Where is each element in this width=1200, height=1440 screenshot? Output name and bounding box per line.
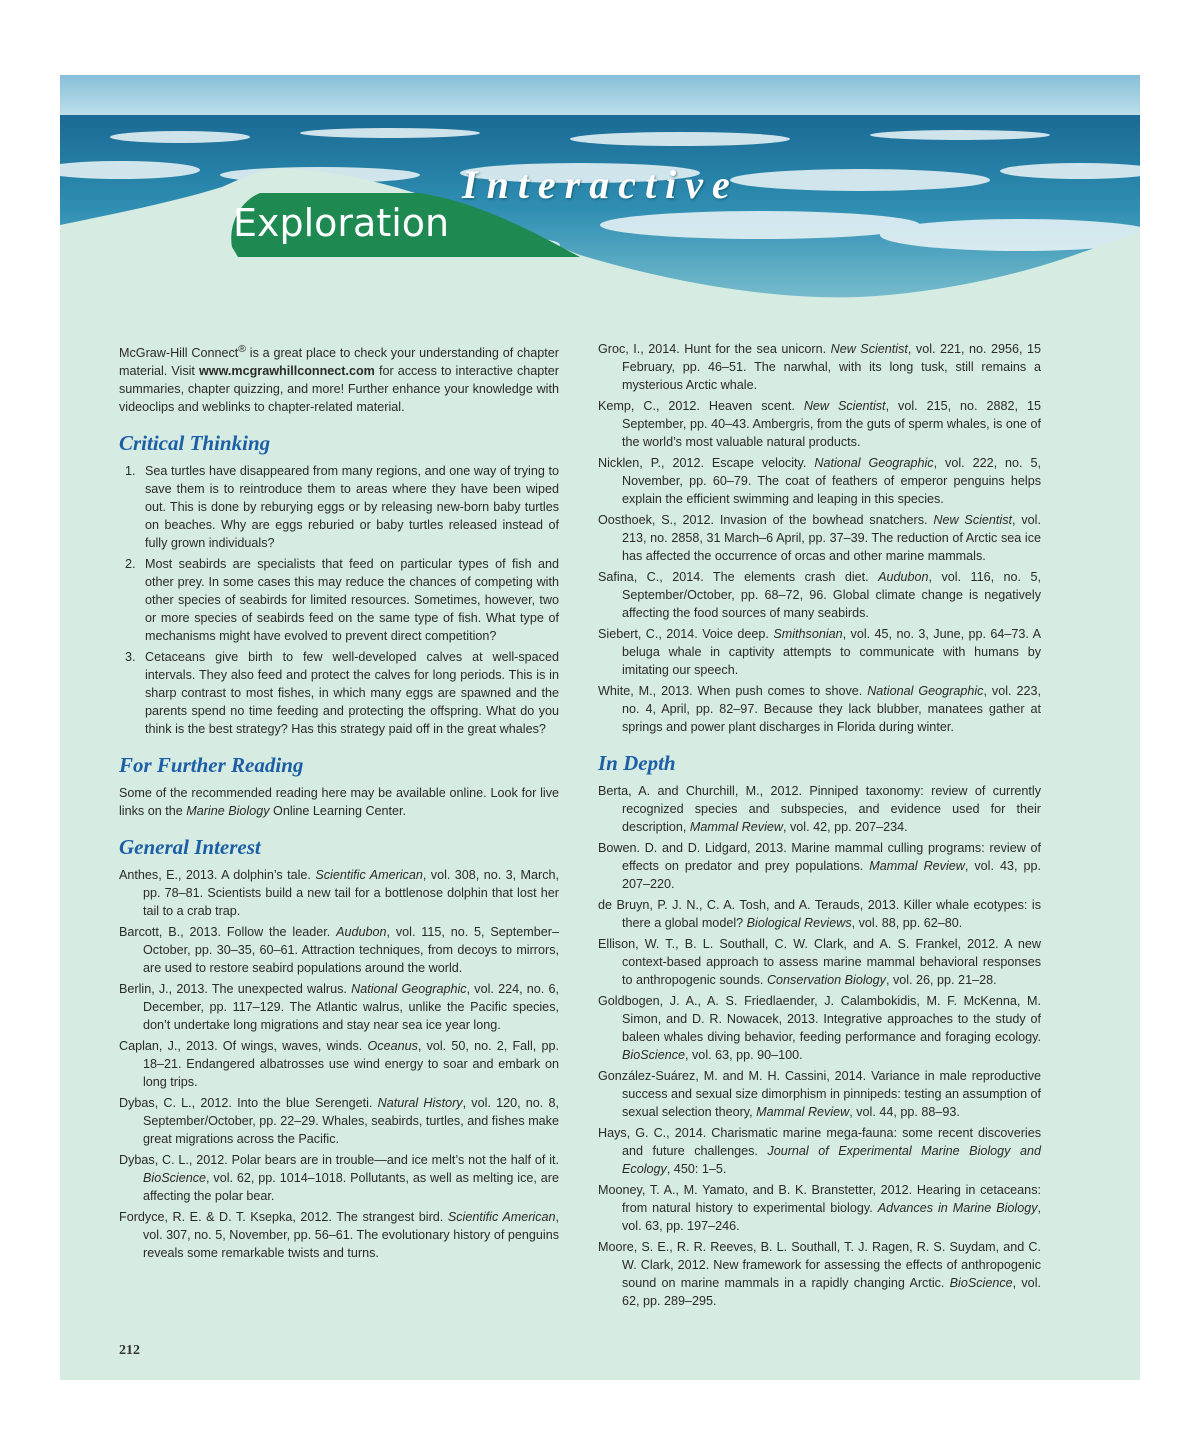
reference-item xyxy=(598,782,1041,836)
ref-source: Smithsonian xyxy=(773,627,843,641)
reference-item xyxy=(598,568,1041,622)
reference-item xyxy=(598,454,1041,508)
ref-text: de Bruyn, P. J. N., C. A. Tosh, and A. Terauds, 2013. Killer whale ecotypes: is there a global model? xyxy=(598,898,1041,930)
ref-details: , vol. 88, pp. 62–80. xyxy=(851,916,963,930)
ref-text: Ellison, W. T., B. L. Southall, C. W. Clark, and A. S. Frankel, 2012. A new context-based approach to assess marine mammal behavioral responses to anthropogenic sounds. xyxy=(598,937,1041,987)
ref-text: Dybas, C. L., 2012. Into the blue Serengeti. xyxy=(119,1096,378,1111)
intro-text-start: McGraw-Hill Connect xyxy=(119,346,239,361)
ref-text: Bowen. D. and D. Lidgard, 2013. Marine mammal culling programs: review of effects on predator and prey populations. xyxy=(598,841,1041,873)
ref-text: Caplan, J., 2013. Of wings, waves, winds. xyxy=(119,1039,368,1054)
reference-item xyxy=(598,397,1041,451)
ref-text: Moore, S. E., R. R. Reeves, B. L. Southall, T. J. Ragen, R. S. Suydam, and C. W. Clark, 2012. New framework for assessing the effects of anthropogenic sound on marine mammals in a rapidly changing Arctic. xyxy=(598,1240,1041,1290)
ref-text: Kemp, C., 2012. Heaven scent. xyxy=(598,399,804,413)
ref-source: Mammal Review xyxy=(869,859,965,873)
ref-source: New Scientist xyxy=(830,342,908,356)
ref-details: , vol. 223, no. 4, April, pp. 82–97. Because they lack blubber, manatees gather at springs and power plant discharges in Florida during winter. xyxy=(622,684,1041,734)
reference-item xyxy=(598,682,1041,736)
ref-text: Dybas, C. L., 2012. Polar bears are in trouble—and ice melt’s not the half of it. xyxy=(119,1153,559,1168)
reference-item xyxy=(119,1208,559,1262)
ref-details: , vol. 42, pp. 207–234. xyxy=(782,820,908,834)
ref-text: Hays, G. C., 2014. Charismatic marine mega-fauna: some recent discoveries and future challenges. xyxy=(598,1126,1041,1158)
reference-item xyxy=(598,1124,1041,1178)
critical-thinking-item xyxy=(119,555,559,645)
ref-text: White, M., 2013. When push comes to shove. xyxy=(598,684,868,698)
title-exploration: Exploration xyxy=(233,201,450,245)
ref-details: , vol. 62, pp. 289–295. xyxy=(622,1276,1041,1308)
heading-further-reading: For Further Reading xyxy=(119,753,304,778)
ref-text: Barcott, B., 2013. Follow the leader. xyxy=(119,925,337,940)
heading-in-depth: In Depth xyxy=(598,751,676,775)
ref-source: BioScience xyxy=(143,1171,207,1186)
note-italic: Marine Biology xyxy=(186,804,270,819)
critical-thinking-item xyxy=(119,648,559,738)
ref-details: , vol. 26, pp. 21–28. xyxy=(885,973,997,987)
reference-item xyxy=(119,980,559,1034)
ref-details: , vol. 50, no. 2, Fall, pp. 18–21. Endangered albatrosses use wind energy to soar and embark on long trips. xyxy=(143,1039,559,1090)
ref-details: , vol. 116, no. 5, September/October, pp. 68–72, 96. Global climate change is negatively affecting the food sources of many seabirds. xyxy=(622,570,1042,620)
intro-text-middle: is a great place to check your understanding of chapter material. Visit xyxy=(119,346,559,379)
reference-item xyxy=(119,1094,559,1148)
ref-text: González-Suárez, M. and M. H. Cassini, 2014. Variance in male reproductive success and sexual size dimorphism in pinnipeds: testing an assumption of sexual selection theory, xyxy=(598,1069,1041,1119)
item-text: Sea turtles have disappeared from many regions, and one way of trying to save them is to reintroduce them to areas where they have been wiped out. This is done by reburying eggs or by releasing new-born baby turtles on beaches. Why are eggs reburied or baby turtles released instead of fully grown individuals? xyxy=(145,464,559,551)
ref-source: BioScience xyxy=(949,1276,1013,1290)
ref-text: Nicklen, P., 2012. Escape velocity. xyxy=(598,456,815,470)
ref-text: Groc, I., 2014. Hunt for the sea unicorn. xyxy=(598,342,831,356)
ref-source: Audubon xyxy=(878,570,929,584)
ref-details: , vol. 45, no. 3, June, pp. 64–73. A beluga whale in captivity attempts to communicate with humans by imitating our speech. xyxy=(622,627,1042,677)
reference-item xyxy=(119,1151,559,1205)
ref-source: Mammal Review xyxy=(689,820,783,834)
reference-item xyxy=(598,1238,1041,1310)
further-reading-note xyxy=(119,784,559,820)
heading-critical-thinking: Critical Thinking xyxy=(119,431,271,456)
reference-item xyxy=(598,896,1041,932)
ref-text: Berlin, J., 2013. The unexpected walrus. xyxy=(119,982,352,997)
ref-source: Biological Reviews xyxy=(746,916,852,930)
ref-source: Oceanus xyxy=(367,1039,418,1054)
reference-item xyxy=(119,866,559,920)
sky xyxy=(60,75,1140,120)
ref-source: Scientific American xyxy=(447,1210,556,1225)
reference-item xyxy=(598,1181,1041,1235)
reference-item xyxy=(598,839,1041,893)
ref-text: Oosthoek, S., 2012. Invasion of the bowhead snatchers. xyxy=(598,513,934,527)
title-interactive: Interactive xyxy=(462,162,739,207)
ref-source: Conservation Biology xyxy=(766,973,886,987)
connect-url[interactable]: www.mcgrawhillconnect.com xyxy=(198,364,375,379)
reference-item xyxy=(598,1067,1041,1121)
ref-details: , vol. 44, pp. 88–93. xyxy=(849,1105,960,1119)
ref-details: , vol. 215, no. 2882, 15 September, pp. 40–43. Ambergris, from the guts of sperm whales, is one of the world’s most valuable natural products. xyxy=(622,399,1041,449)
ref-source: National Geographic xyxy=(351,982,467,997)
ref-text: Safina, C., 2014. The elements crash diet. xyxy=(598,570,879,584)
intro-paragraph xyxy=(119,340,559,416)
item-text: Cetaceans give birth to few well-developed calves at well-spaced intervals. They also feed and protect the calves for long periods. This is in sharp contrast to most fishes, in which many eggs are spawned and the parents spend no time feeding and protecting the offspring. What do you think is the best strategy? Has this strategy paid off in the great whales? xyxy=(145,650,559,737)
heading-general-interest: General Interest xyxy=(119,835,261,860)
note-text-end: Online Learning Center. xyxy=(269,804,407,819)
ref-text: Berta, A. and Churchill, M., 2012. Pinniped taxonomy: review of currently recognized species and subspecies, and evidence used for their description, xyxy=(598,784,1041,834)
left-column xyxy=(119,340,559,1265)
ref-source: National Geographic xyxy=(814,456,934,470)
reference-item xyxy=(598,511,1041,565)
right-column xyxy=(598,340,1041,1313)
ref-details: , vol. 222, no. 5, November, pp. 60–79. The coat of feathers of emperor penguins helps explain the efficient swimming and leaping in this species. xyxy=(622,456,1041,506)
item-number: 3. xyxy=(125,650,136,665)
page xyxy=(60,75,1140,1380)
ref-details: , vol. 308, no. 3, March, pp. 78–81. Scientists build a new tail for a bottlenose dolphin that lost her tail to a crab trap. xyxy=(143,868,559,919)
ref-details: , vol. 120, no. 8, September/October, pp. 22–29. Whales, seabirds, turtles, and fishes make great migrations across the Pacific. xyxy=(143,1096,559,1147)
ref-text: Siebert, C., 2014. Voice deep. xyxy=(598,627,774,641)
critical-thinking-item xyxy=(119,462,559,552)
ref-details: , vol. 63, pp. 197–246. xyxy=(622,1201,1042,1233)
ref-details: , vol. 63, pp. 90–100. xyxy=(685,1048,803,1062)
ref-details: , vol. 213, no. 2858, 31 March–6 April, pp. 37–39. The reduction of Arctic sea ice has affected the occurrence of orcas and other marine mammals. xyxy=(622,513,1041,563)
ref-details: , vol. 224, no. 6, December, pp. 117–129. The Atlantic walrus, unlike the Pacific species, don’t undertake long migrations and stay near sea ice year long. xyxy=(143,982,559,1033)
intro-text-end: for access to interactive chapter summaries, chapter quizzing, and more! Further enhance your knowledge with videoclips and weblinks to chapter-related material. xyxy=(119,364,559,415)
item-number: 1. xyxy=(125,464,136,479)
ref-source: Mammal Review xyxy=(756,1105,850,1119)
reference-item xyxy=(598,992,1041,1064)
page-number: 212 xyxy=(119,1343,140,1358)
ref-details: , vol. 221, no. 2956, 15 February, pp. 46–51. The narwhal, with its long tusk, still remains a mysterious Arctic whale. xyxy=(622,342,1041,392)
ref-details: , vol. 307, no. 5, November, pp. 56–61. The evolutionary history of penguins reveals some remarkable twists and turns. xyxy=(143,1210,560,1261)
ref-details: , vol. 43, pp. 207–220. xyxy=(622,859,1042,891)
ref-details: , 450: 1–5. xyxy=(666,1162,727,1176)
ref-source: Natural History xyxy=(377,1096,463,1111)
item-text: Most seabirds are specialists that feed on particular types of fish and other prey. In some cases this may reduce the chances of competing with other species of seabirds for limited resources. Sometimes, however, two or more species of seabirds feed on the same type of fish. What type of mechanisms might have evolved to prevent direct competition? xyxy=(145,557,559,644)
critical-thinking-list xyxy=(119,462,559,738)
item-number: 2. xyxy=(125,557,136,572)
ref-source: BioScience xyxy=(622,1048,686,1062)
ref-text: Mooney, T. A., M. Yamato, and B. K. Branstetter, 2012. Hearing in cetaceans: from natural history to experimental biology. xyxy=(598,1183,1041,1215)
ref-details: , vol. 62, pp. 1014–1018. Pollutants, as well as melting ice, are affecting the polar bear. xyxy=(143,1171,559,1204)
registered-mark: ® xyxy=(238,343,246,355)
ref-source: New Scientist xyxy=(933,513,1013,527)
reference-item xyxy=(598,625,1041,679)
ref-text: Anthes, E., 2013. A dolphin’s tale. xyxy=(119,868,316,883)
reference-item xyxy=(598,935,1041,989)
ref-source: National Geographic xyxy=(867,684,984,698)
reference-item xyxy=(119,923,559,977)
ref-source: New Scientist xyxy=(803,399,886,413)
ref-details: , vol. 115, no. 5, September–October, pp. 30–35, 60–61. Attraction techniques, from decoys to mirrors, are used to restore seabird populations around the world. xyxy=(143,925,559,976)
ref-source: Audubon xyxy=(336,925,387,940)
general-interest-list-continued xyxy=(598,340,1041,736)
ref-source: Advances in Marine Biology xyxy=(877,1201,1038,1215)
ref-source: Scientific American xyxy=(315,868,423,883)
ref-text: Goldbogen, J. A., A. S. Friedlaender, J. Calambokidis, M. F. McKenna, M. Simon, and D. R. Nowacek, 2013. Integrative approaches to the study of baleen whales diving behavior, feeding performance and foraging ecology. xyxy=(598,994,1041,1044)
ref-source: Journal of Experimental Marine Biology and Ecology xyxy=(622,1144,1041,1176)
in-depth-list xyxy=(598,782,1041,1310)
note-text-start: Some of the recommended reading here may be available online. Look for live links on the xyxy=(119,786,559,819)
reference-item xyxy=(598,340,1041,394)
ref-text: Fordyce, R. E. & D. T. Ksepka, 2012. The strangest bird. xyxy=(119,1210,448,1225)
general-interest-list xyxy=(119,866,559,1262)
reference-item xyxy=(119,1037,559,1091)
